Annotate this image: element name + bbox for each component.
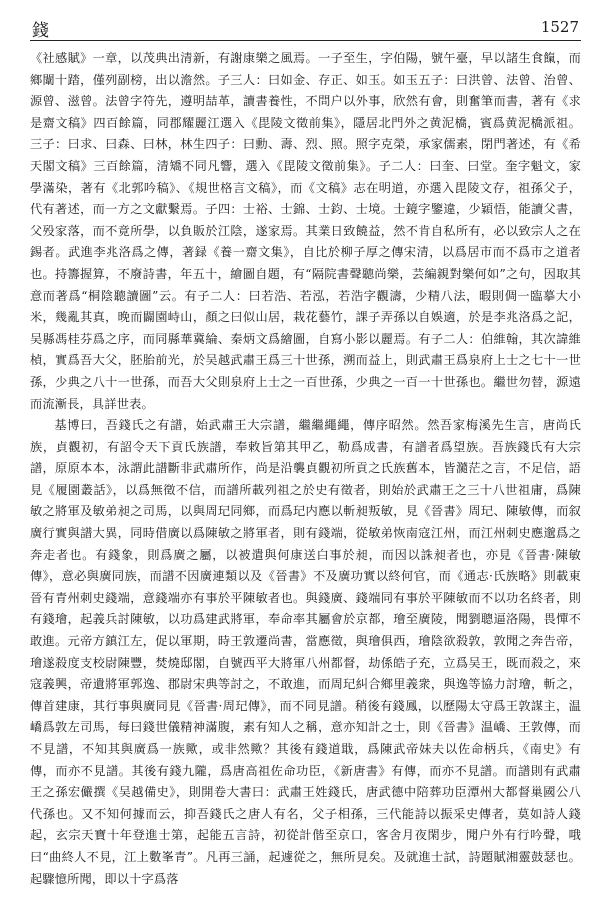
paragraph-genealogy: 《社感賦》一章，以茂典出清新，有謝康樂之風焉。一子至生，字伯陽，號午臺，早以諸生食餼，而鄉闈十踏，僅列副榜，出以澹然。子三人：曰如金、存正、如玉。如玉五子：曰洪曾、法曾、治曾、源曾、滋曾。法曾字符先，遵明喆革，讀書養性，不問户以外事，欣然有會，則奮筆而書，著有《求是齋文稿》四百餘篇，同郡耀麗江選入《毘陵文徵前集》，隱居北門外之黄泥橋，賓爲黄泥橋派祖。三子：曰求、曰森、曰林，林生四子：曰勳、壽、烈、照。照字克榮，承家儒素，閉門著述，有《希天閣文稿》三百餘篇，清矯不同凡響，選入《毘陵文徵前集》。子二人：曰奎、曰堂。奎字魁文，家學滿染，著有《北郭吟稿》、《規世格言文稿》，而《文稿》志在明道，亦選入毘陵文存，祖孫父子，代有著述，而一方之文獻繫焉。子四：士裕、士錦、士鈞、士境。士鏡字鑒違，少穎悟，能讀父書，父殁家落，而不竟所學，以負販於江陰，遂家焉。其業日致饒益，然不肯自私所有，必以致宗人之在錫者。武進李兆洛爲之傳，著録《養一齋文集》，自比於柳子厚之傳宋清，以爲居市而不爲市之道者也。持籌握算，不廢詩書，年五十，繪圖自題，有“隔院書聲聽尚樂，芸編親對樂何如”之句，因取其意而著爲“桐陰聽讀圖”云。有子二人：曰若浩、若泓，若浩字觀濤，少精八法，暇則倜一臨摹大小米，幾亂其真，晚而闢園峙山，顏之曰似山居，栽花藝竹，課子弄孫以自娛適，於是李兆洛爲之記，吴縣馮桂芬爲之序，而同縣華冀綸、秦炳文爲繪圖，自寫小影以麗焉。有子二人：伯維翰，其次諱維楨，實爲吾大父，胚胎前光，於吴越武肅王爲三十世孫，溯而益上，則武肅王爲泉府上士之七十一世孫，少典之八十一世孫，而吾大父則泉府上士之一百世孫，少典之一百一十世孫也。繼世勿替，源遠而流漸長，具詳世表。 bbox=[30, 51, 581, 411]
paragraph-jibo-commentary: 基博曰，吾錢氏之有譜，始武肅王大宗譜，繼繼繩繩，傳序昭然。然吾家梅溪先生言，唐尚氏族，貞觀初，有詔令天下貢氏族譜，奉敕旨第其甲乙，勒爲成書，有譜者爲望族。吾族錢氏有大宗譜，原原本本，泳謂此譜斷非武肅所作，尚是沿襲貞觀初所貢之氏族舊本，皆瀡茫之言，不足信，語見《履園叢話》，以爲無徵不信，而譜所載列祖之於史有徵者，則始於武肅王之三十八世祖庸，爲陳敏之將軍及敏弟昶之司馬，以與周玘同鄉，而爲玘内應以斬昶叛敏，見《晉書》周玘、陳敏傳，而叙廣行實與譜大異，同時借廣以爲陳敏之將軍者，則有錢端，從敏弟恢南寇江州，而江州刺史應邈爲之奔走者也。有錢象，則爲廣之屬，以被遣與何康送白事於昶，而因以誅昶者也，亦見《晉書·陳敏傳》，意必與廣同族，而譜不因廣連類以及《晉書》不及廣功實以終何官，而《通志·氏族略》則載東晉有青州刺史錢端，意錢端亦有事於平陳敏者也。與錢廣、錢端同有事於平陳敏而不以功名終者，則有錢璯，起義兵討陳敏，以功爲建武將軍，奉命率其屬會於京都，璯至廣陵，聞劉聰逼洛陽，畏憚不敢進。元帝方鎮江左，促以軍期，時王敦遷尚書，當應徵，與璯俱西，璯陰欲殺敦，敦聞之奔告帝，璯遂殺度支校尉陳豐，焚燒邸閣，自號西平大將軍八州都督，劫係皓子充，立爲吴王，既而殺之，來寇義興，帝遺將軍郭逸、郡尉宋典等討之，不敢進，而周玘糾合鄉里義衆，與逸等協力討璯，斬之，傳首建康，其行事與廣同見《晉書·周玘傳》，而不同見譜。稍後有錢鳳，以歷陽太守爲王敦謀主，温嶠爲敦左司馬，每曰錢世儀精神滿腹，素有知人之稱，意亦知計之士，則《晉書》温嶠、王敦傳，而不見譜，不知其與廣爲一族歟，或非然歟？其後有錢道戢，爲陳武帝妹夫以佐命柄兵，《南史》有傳，而亦不見譜。其後有錢九隴，爲唐高祖佐命功臣，《新唐書》有傳，而亦不見譜。而譜則有武肅王之孫宏儼撰《吴越備史》，則開卷大書曰：武肅王姓錢氏，唐武德中陪葬功臣潭州大都督巢國公八代孫也。又不知何據而云，抑吾錢氏之唐人有名，父子相孫，三代能詩以振采史傳者，莫如詩人錢起，玄宗天寶十年登進士第，起能五言詩，初從計偕至京口，客舍月夜閑步，聞户外有行吟聲，哦曰“曲終人不見，江上數峯青”。凡再三誦，起遽從之，無所見矣。及就進士試，詩題賦湘靈鼓瑟也。起驟憶所聞，即以十字爲落 bbox=[30, 418, 581, 886]
running-head bbox=[30, 14, 581, 41]
running-head-title: 錢 bbox=[32, 21, 49, 41]
main-text bbox=[30, 48, 581, 901]
page-number: 1527 bbox=[540, 18, 579, 36]
